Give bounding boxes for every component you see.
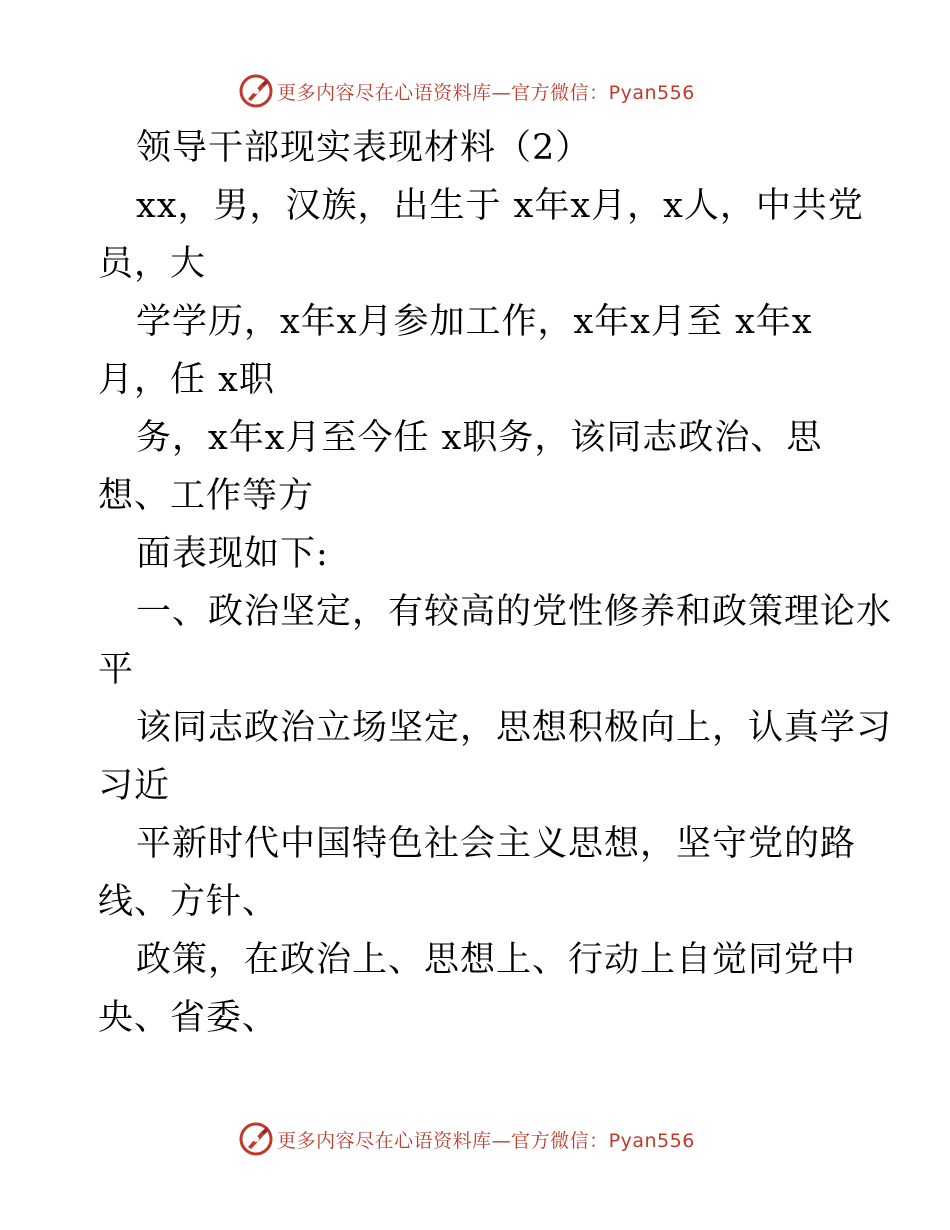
section-heading: 一、政治坚定，有较高的党性修养和政策理论水: [136, 592, 893, 632]
document-line: 想、工作等方: [98, 476, 315, 516]
document-line: 政策，在政治上、思想上、行动上自觉同党中: [136, 940, 857, 980]
document-line: 学学历，x年x月参加工作，x年x月至 x年x: [136, 302, 813, 342]
document-line: 习近: [98, 766, 171, 806]
document-line: 月，任 x职: [98, 360, 275, 400]
document-line: 该同志政治立场坚定，思想积极向上，认真学习: [136, 708, 893, 748]
section-heading-continuation: 平: [98, 650, 135, 690]
document-line: xx，男，汉族，出生于 x年x月，x人，中共党: [136, 186, 864, 226]
header-banner: [0, 69, 950, 113]
document-line: 线、方针、: [98, 882, 279, 922]
footer-banner: [0, 1117, 950, 1161]
header-banner-content: [239, 74, 695, 108]
header-banner-text: 更多内容尽在心语资料库—官方微信：Pyan556: [277, 81, 695, 104]
document-title: 领导干部现实表现材料（2）: [136, 128, 592, 168]
quill-pen-logo-icon: [239, 74, 273, 108]
document-line: 务，x年x月至今任 x职务，该同志政治、思: [136, 418, 823, 458]
document-line: 面表现如下:: [136, 534, 329, 574]
document-line: 员，大: [98, 244, 207, 284]
document-line: 平新时代中国特色社会主义思想，坚守党的路: [136, 824, 857, 864]
quill-pen-logo-icon: [239, 1122, 273, 1156]
footer-banner-text: 更多内容尽在心语资料库—官方微信：Pyan556: [277, 1129, 695, 1152]
footer-banner-content: [239, 1122, 695, 1156]
document-line: 央、省委、: [98, 998, 279, 1038]
